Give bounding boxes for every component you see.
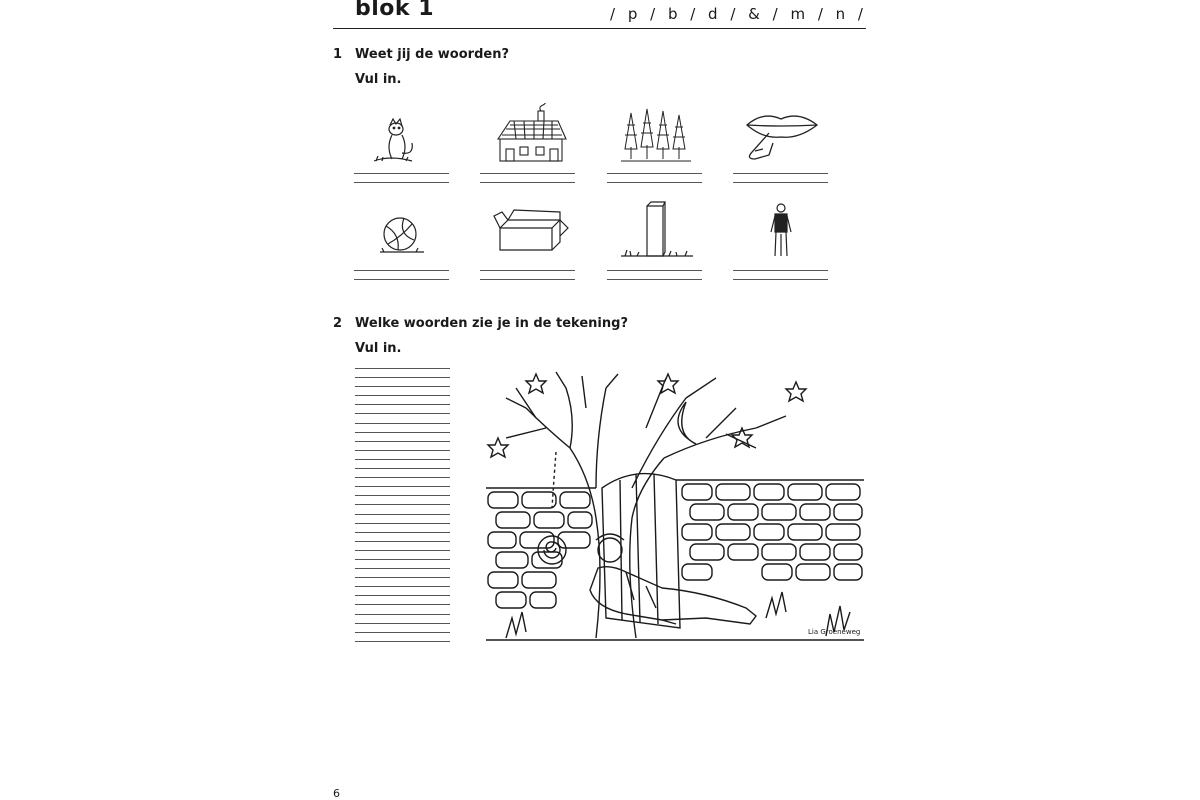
page-title: blok 1 — [355, 0, 435, 21]
sleeping-man-icon — [590, 534, 756, 624]
answer-line[interactable] — [480, 182, 575, 183]
answer-line[interactable] — [354, 173, 449, 174]
exercise-1-question: Weet jij de woorden? — [355, 47, 509, 62]
box-icon — [480, 200, 576, 260]
house-icon — [480, 103, 576, 163]
answer-line[interactable] — [607, 173, 702, 174]
artist-signature: Lia Groeneweg — [808, 628, 861, 636]
star-icon — [488, 438, 508, 457]
answer-line[interactable] — [733, 279, 828, 280]
exercise-1-number: 1 — [333, 47, 343, 62]
mouth-icon — [733, 103, 829, 163]
exercise-2-question: Welke woorden zie je in de tekening? — [355, 316, 628, 331]
answer-line[interactable] — [607, 270, 702, 271]
man-icon — [733, 200, 829, 260]
forest-icon — [607, 103, 703, 163]
exercise-1-instruction: Vul in. — [355, 72, 402, 87]
cat-icon — [354, 103, 450, 163]
door-icon — [602, 474, 680, 628]
tree-icon — [570, 448, 664, 638]
answer-line[interactable] — [354, 182, 449, 183]
answer-line[interactable] — [733, 270, 828, 271]
exercise-2-number: 2 — [333, 316, 343, 331]
answer-line[interactable] — [354, 270, 449, 271]
exercise-2-instruction: Vul in. — [355, 341, 402, 356]
ball-icon — [354, 200, 450, 260]
answer-line[interactable] — [607, 182, 702, 183]
header-rule — [333, 28, 866, 29]
answer-line[interactable] — [480, 270, 575, 271]
night-garden-illustration — [486, 368, 864, 644]
answer-line[interactable] — [480, 279, 575, 280]
answer-line[interactable] — [480, 173, 575, 174]
answer-lines[interactable] — [355, 368, 450, 650]
moon-icon — [678, 402, 696, 444]
answer-line[interactable] — [733, 182, 828, 183]
snail-icon — [538, 536, 566, 564]
page-number: 6 — [333, 787, 340, 800]
star-icon — [526, 374, 546, 393]
star-icon — [786, 382, 806, 401]
answer-line[interactable] — [733, 173, 828, 174]
post-icon — [607, 200, 703, 260]
answer-line[interactable] — [354, 279, 449, 280]
phoneme-list: / p / b / d / & / m / n / — [610, 5, 867, 23]
answer-line[interactable] — [607, 279, 702, 280]
